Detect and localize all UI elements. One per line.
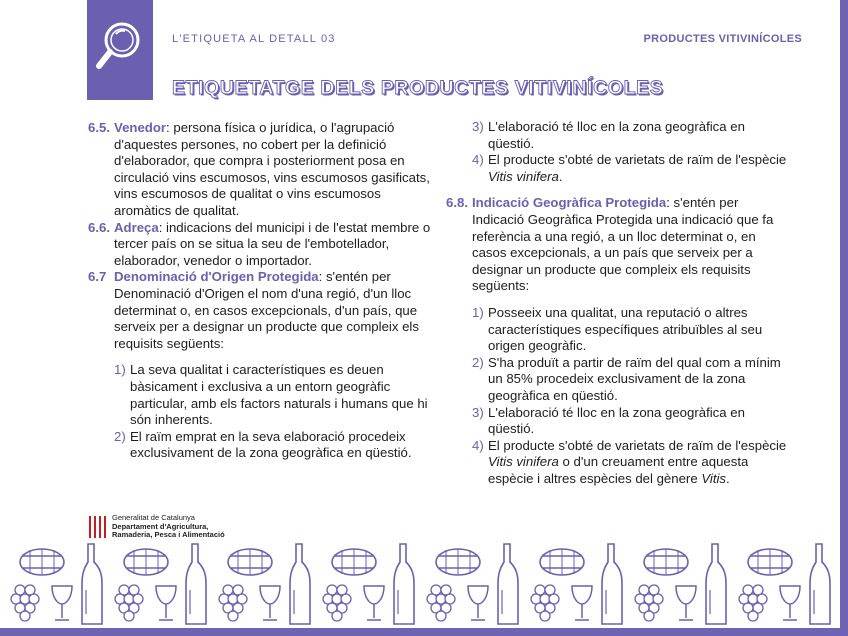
topic-header: PRODUCTES VITIVINÍCOLES	[643, 33, 802, 45]
generalitat-logo	[88, 514, 225, 540]
item-text: L'elaboració té lloc en la zona geogràfica en qüestió.	[488, 404, 745, 437]
logo-line-2: Departament d'Agricultura,	[112, 521, 209, 531]
genus-name: Vitis	[701, 470, 727, 486]
species-name: Vitis vinifera	[488, 168, 559, 184]
list-item	[88, 429, 433, 462]
definition-text: : indicacions del municipi i de l'estat membre o tercer país on se situa la seu de l'embotellador, elaborador, venedor o importador.	[114, 219, 431, 268]
definition-number: 6.7	[88, 269, 107, 285]
definition-number: 6.8.	[446, 195, 468, 211]
list-item	[446, 355, 791, 405]
left-column	[88, 120, 433, 462]
definition-term: Indicació Geogràfica Protegida	[472, 195, 667, 211]
item-text: S'ha produït a partir de raïm del qual com a mínim un 85% procedeix exclusivament de la zona geogràfica en qüestió.	[488, 354, 781, 403]
logo-line-3: Ramaderia, Pesca i Alimentació	[112, 530, 225, 539]
item-text-end: .	[558, 168, 563, 184]
item-number: 2)	[114, 428, 126, 444]
definition-term: Venedor	[114, 120, 167, 135]
definition-6-6	[88, 220, 433, 270]
item-text: El raïm emprat en la seva elaboració procedeix exclusivament de la zona geogràfica en qüestió.	[130, 428, 412, 461]
item-number: 1)	[114, 362, 126, 378]
item-text-end: .	[726, 470, 730, 486]
item-text: L'elaboració té lloc en la zona geogràfica en qüestió.	[488, 119, 745, 151]
item-text: o d'un creuament entre aquesta espècie i altres espècies del gènere	[488, 454, 749, 486]
list-item	[446, 405, 791, 438]
species-name: Vitis vinifera	[488, 454, 559, 470]
item-text: Posseeix una qualitat, una reputació o altres característiques específiques atribuïbles al seu origen geogràfic.	[488, 304, 763, 354]
item-number: 1)	[472, 304, 484, 320]
page-title: ETIQUETATGE DELS PRODUCTES VITIVINÍCOLES	[172, 77, 664, 99]
magnifier-icon	[95, 18, 145, 82]
item-text: El producte s'obté de varietats de raïm de l'espècie	[488, 152, 787, 168]
item-number: 4)	[472, 437, 484, 453]
logo-line-1: Generalitat de Catalunya	[112, 513, 195, 522]
definition-number: 6.6.	[88, 219, 110, 235]
item-number: 3)	[472, 404, 484, 420]
item-number: 4)	[472, 152, 484, 168]
item-text: La seva qualitat i característiques es deuen bàsicament i exclusiva a un entorn geogràfic particular, amb els factors naturals i humans que hi són inherents.	[130, 362, 428, 428]
magnifier-logo-box	[87, 0, 153, 100]
definition-term: Adreça	[114, 219, 159, 235]
item-text: El producte s'obté de varietats de raïm de l'espècie	[488, 437, 787, 453]
grapes-icon	[11, 585, 767, 621]
wine-pattern-band	[0, 538, 840, 628]
list-item	[446, 152, 791, 185]
generalitat-logo-text	[112, 514, 225, 540]
definition-term: Denominació d'Origen Protegida	[114, 269, 319, 285]
list-item	[88, 362, 433, 428]
section-header: L'ETIQUETA AL DETALL 03	[172, 33, 336, 45]
requirements-list-dop-cont	[446, 119, 791, 185]
requirements-list-dop	[88, 362, 433, 462]
definition-6-5	[88, 120, 433, 220]
definition-number: 6.5.	[88, 120, 110, 135]
list-item	[446, 119, 791, 152]
right-column	[446, 119, 791, 487]
item-number: 2)	[472, 354, 484, 370]
wine-glass-icon	[52, 586, 800, 620]
definition-text: : s'entén per Denominació d'Origen el nom d'una regió, d'un lloc determinat o, en casos excepcionals, d'un país, que serveix per a designar un producte que compleix els requisits següents:	[114, 269, 419, 351]
definition-6-7	[88, 269, 433, 352]
requirements-list-igp	[446, 305, 791, 488]
definition-text: : persona física o jurídica, o l'agrupació d'aquestes persones, no cobert per la definició d'elaborador, que compra i posteriorment posa en circulació vins escumosos, vins escumosos gasificats, vins escumosos de qualitat o vins escumosos aromàtics de qualitat.	[114, 120, 430, 218]
list-item	[446, 305, 791, 355]
item-number: 3)	[472, 119, 484, 134]
definition-6-8	[446, 195, 791, 295]
list-item	[446, 438, 791, 488]
definition-text: : s'entén per Indicació Geogràfica Protegida una indicació que fa referència a una regió, a un lloc determinat o, en casos excepcionals, a un país que serveix per a designar un producte que compleix els requisits següents:	[472, 195, 774, 294]
senyera-icon	[88, 516, 108, 538]
